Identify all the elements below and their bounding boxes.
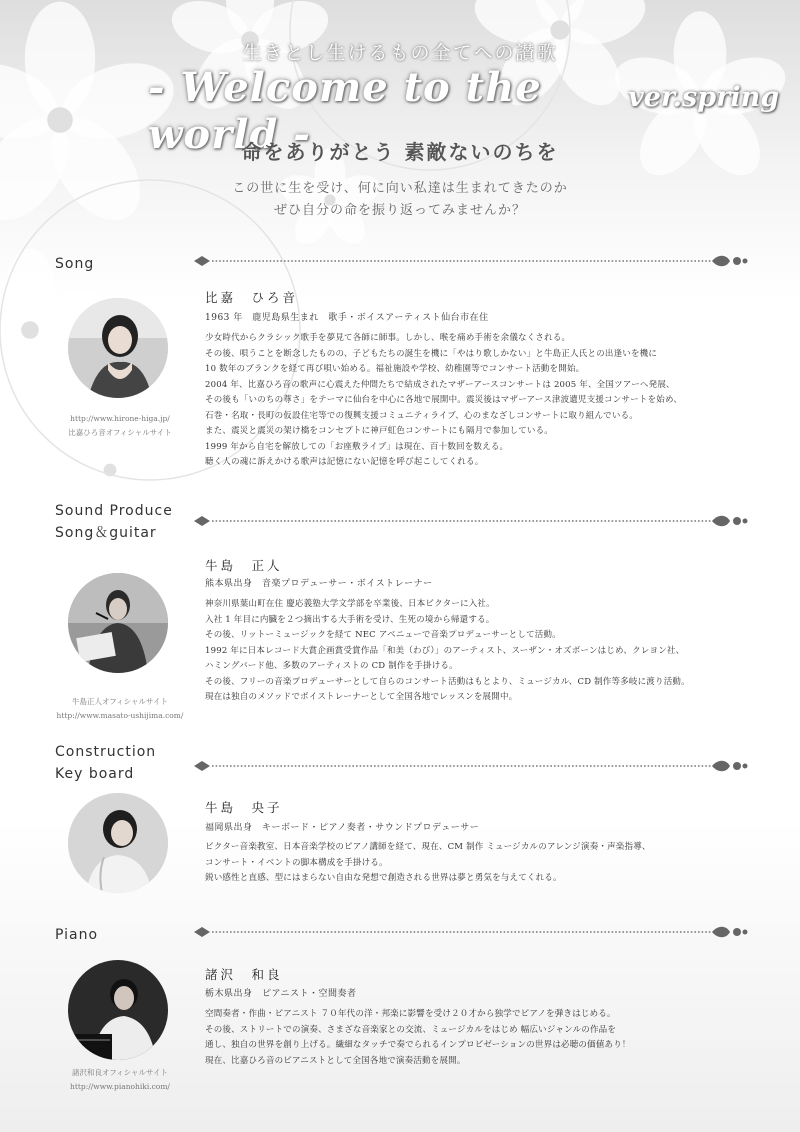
artist-name: 牛島 央子	[205, 800, 283, 815]
bio-line: 入社 1 年目に内臓を２つ摘出する大手術を受け、生死の境から帰還する。	[205, 614, 495, 625]
bio-line: 通し、独自の世界を創り上げる。繊細なタッチで奏でられるインプロビゼーションの世界は必聴の価値あり！	[205, 1040, 631, 1050]
section-label	[55, 924, 98, 946]
bio-line: 聴く人の魂に訴えかける歌声は記憶にない記憶を呼び起こしてくれる。	[205, 457, 484, 467]
intro-text	[0, 178, 800, 222]
bio-line: コンサート・イベントの脚本構成を手掛ける。	[205, 857, 388, 868]
header	[0, 0, 800, 240]
bio-line: 1999 年から自宅を解放しての「お座敷ライブ」は現在、百十数回を数える。	[205, 441, 509, 452]
ornament-divider	[192, 757, 748, 775]
caption-url[interactable]: http://www.hirone-higa.jp/	[70, 414, 170, 423]
section-label-line: Piano	[55, 927, 99, 943]
bio-line: その後、ストリートでの演奏、さまざな音楽家との交流、ミュージカルをはじめ 幅広いジャンルの作品を	[205, 1024, 617, 1035]
bio-line: 1992 年に日本レコード大賞企画賞受賞作品「和美（わび）」のアーティスト、スーザン・オズボーンはじめ、クレヨン社、	[205, 645, 685, 656]
artist-caption	[45, 1066, 195, 1094]
intro-line: ぜひ自分の命を振り返ってみませんか？	[273, 203, 526, 218]
artist-name: 諸沢 和良	[205, 967, 283, 982]
bio-line: 少女時代からクラシック歌手を夢見て各師に師事。しかし、喉を痛め手術を余儀なくされる。	[205, 333, 571, 343]
artist-bio	[205, 597, 765, 706]
caption-site-name: 牛島正人オフィシャルサイト	[72, 697, 168, 706]
artist-photo	[68, 573, 168, 673]
ornament-divider	[192, 512, 748, 530]
bio-line: 神奈川県葉山町在住 慶応義塾大学文学部を卒業後、日本ビクターに入社。	[205, 599, 495, 609]
artist-photo	[68, 298, 168, 398]
section-label-line: Sound Produce	[55, 503, 173, 519]
section-label	[55, 741, 156, 785]
caption-url[interactable]: http://www.pianohiki.com/	[70, 1082, 170, 1091]
artist-caption	[45, 695, 195, 723]
artist-bio	[205, 840, 765, 887]
bio-line: 空間奏者・作曲・ピアニスト ７０年代の洋・邦楽に影響を受け２０才から独学でピアノを弾きはじめる。	[205, 1009, 616, 1019]
tagline: 命をありがとう 素敵ないのちを	[241, 140, 559, 164]
bio-line: 現在、比嘉ひろ音のピアニストとして全国各地で演奏活動を展開。	[205, 1055, 466, 1066]
artist-bio	[205, 1007, 765, 1069]
artist-role: 1963 年 鹿児島県生まれ 歌手・ボイスアーティスト仙台市在住	[205, 313, 489, 323]
ornament-divider	[192, 252, 748, 270]
bio-line: 石巻・名取・長町の仮設住宅等での復興支援コミュニティライブ、心のまなざしコンサートに取り組んでいる。	[205, 410, 638, 421]
artist-name: 比嘉 ひろ音	[205, 290, 299, 305]
artist-role: 福岡県出身 キーボード・ピアノ奏者・サウンドプロデューサー	[205, 823, 480, 833]
caption-site-name: 諸沢和良オフィシャルサイト	[72, 1068, 168, 1077]
caption-site-name: 比嘉ひろ音オフィシャルサイト	[68, 428, 172, 437]
bio-line: 現在は独自のメソッドでボイストレーナーとして全国各地でレッスンを展開中。	[205, 692, 518, 702]
bio-line: 10 数年のブランクを経て再び唄い始める。福祉施設や学校、幼稚園等でコンサート活動を開始。	[205, 364, 585, 374]
bio-line: ビクター音楽教室、日本音楽学校のピアノ講師を経て、現在、CM 制作 ミュージカルのアレンジ演奏・声楽指導、	[205, 842, 651, 852]
caption-url[interactable]: http://www.masato-ushijima.com/	[56, 711, 184, 720]
artist-role: 熊本県出身 音楽プロデューサー・ボイストレーナー	[205, 579, 433, 589]
bio-line: ハミングバード他、多数のアーティストの CD 制作を手掛ける。	[205, 661, 458, 671]
bio-line: 2004 年、比嘉ひろ音の歌声に心震えた仲間たちで結成されたマザーアースコンサートは 2005 年、全国ツアーへ発展、	[205, 379, 675, 390]
section-label-line: Song	[55, 256, 95, 272]
artist-caption	[45, 412, 195, 440]
ornament-divider	[192, 923, 748, 941]
section-label	[55, 500, 173, 544]
bio-line: その後、リットーミュージックを経て NEC アベニューで音楽プロデューサーとして活動。	[205, 630, 561, 640]
section-label	[55, 253, 94, 275]
bio-line: その後も「いのちの尊さ」をテーマに仙台を中心に各地で展開中。震災後はマザーアース津波遺児支援コンサートを始め、	[205, 395, 683, 405]
intro-line: この世に生を受け、何に向い私達は生まれてきたのか	[232, 181, 568, 196]
bio-line: また、震災と震災の架け橋をコンセプトに神戸虹色コンサートにも隔月で参加している。	[205, 426, 554, 436]
artist-name: 牛島 正人	[205, 558, 283, 573]
artist-bio	[205, 331, 765, 471]
bio-line: その後、フリーの音楽プロデューサーとして自らのコンサート活動はもとより、ミュージカル、CD 制作等多岐に渡り活動。	[205, 676, 690, 687]
version-label: ver.spring	[628, 82, 780, 113]
artist-role: 栃木県出身 ピアニスト・空間奏者	[205, 989, 357, 999]
bio-line: 鋭い感性と直感、型にはまらない自由な発想で創造される世界は夢と勇気を与えてくれる。	[205, 873, 562, 883]
section-label-line: Construction	[55, 744, 157, 760]
section-label-line: Song＆guitar	[55, 525, 157, 541]
artist-photo	[68, 960, 168, 1060]
artist-photo	[68, 793, 168, 893]
main-title: - Welcome to the world -	[148, 64, 542, 158]
section-label-line: Key board	[55, 766, 135, 782]
header-subtitle: 生きとし生けるもの全てへの讃歌	[242, 42, 558, 64]
bio-line: その後、唄うことを断念したものの、子どもたちの誕生を機に「やはり歌しかない」と牛島正人氏との出逢いを機に	[205, 348, 658, 359]
